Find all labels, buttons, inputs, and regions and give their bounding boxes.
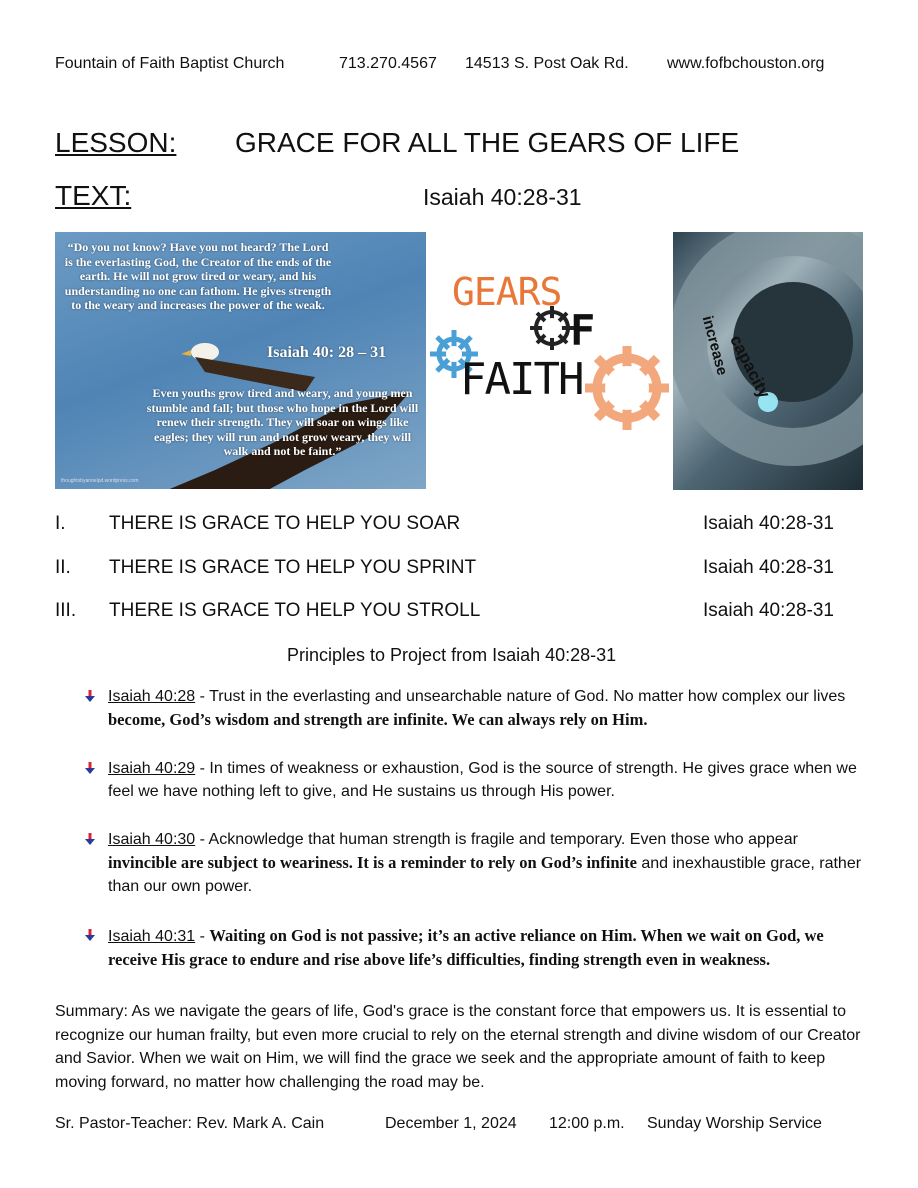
- outline-numeral: II.: [55, 557, 71, 578]
- principles-title: Principles to Project from Isaiah 40:28-31: [287, 645, 617, 665]
- principle-text: Trust in the everlasting and unsearchable nature of God. No matter how complex our lives: [209, 688, 846, 705]
- eagle-quote-bottom: Even youths grow tired and weary, and young men stumble and fall; but those who hope in the Lord will renew their strength. They will soar on wings like eagles; they will run and not grow weary, they will walk and not be faint.”: [146, 386, 419, 458]
- outline-heading: THERE IS GRACE TO HELP YOU SPRINT: [109, 557, 477, 578]
- summary-paragraph: Summary: As we navigate the gears of life, God's grace is the constant force that empowers us. It is essential to recognize our human frailty, but even more crucial to rely on the eternal strength and divine wisdom of our Creator and Savior. When we wait on Him, we will find the grace we seek and the appropriate amount of faith to keep moving forward, no matter how challenging the road may be.: [55, 1003, 861, 1091]
- church-address: 14513 S. Post Oak Rd.: [465, 55, 629, 72]
- arrow-down-bullet-icon: [83, 832, 97, 846]
- footer-time: 12:00 p.m.: [549, 1115, 625, 1132]
- gear-photo-icon: [673, 232, 863, 490]
- eagle-reference: Isaiah 40: 28 – 31: [267, 344, 387, 361]
- principle-ref: Isaiah 40:30: [108, 831, 196, 848]
- gears-of-faith-logo: [430, 262, 670, 442]
- logo-word-faith: FAITH: [460, 354, 583, 405]
- text-reference: Isaiah 40:28-31: [423, 184, 582, 210]
- eagle-scripture-image: [55, 232, 426, 489]
- principle-ref: Isaiah 40:31: [108, 928, 196, 945]
- logo-word-gears: GEARS: [452, 270, 562, 314]
- arrow-down-bullet-icon: [83, 689, 97, 703]
- capacity-gear-image: [673, 232, 863, 490]
- outline-ref: Isaiah 40:28-31: [703, 513, 834, 534]
- outline-heading: THERE IS GRACE TO HELP YOU STROLL: [109, 600, 481, 621]
- text-label: TEXT:: [55, 180, 132, 211]
- principle-text-bold: become, God’s wisdom and strength are infinite. We can always rely on Him.: [108, 710, 648, 729]
- church-name: Fountain of Faith Baptist Church: [55, 55, 285, 72]
- gear-word-increase: increase: [698, 314, 731, 378]
- principle-text: In times of weakness or exhaustion, God is the source of strength. He gives grace when we feel we have nothing left to give, and He sustains us through His power.: [108, 760, 857, 800]
- principle-text-end: and inexhaustible grace, rather than our own power.: [108, 855, 862, 895]
- principle-sep: -: [195, 688, 210, 705]
- principle-text-bold: invincible are subject to weariness. It is a reminder to rely on God’s infinite: [108, 853, 637, 872]
- arrow-down-bullet-icon: [83, 928, 97, 942]
- church-website[interactable]: www.fofbchouston.org: [667, 55, 825, 72]
- footer-date: December 1, 2024: [385, 1115, 517, 1132]
- outline-numeral: I.: [55, 513, 66, 534]
- principle-text: Acknowledge that human strength is fragile and temporary. Even those who appear: [208, 831, 798, 848]
- principle-text-bold: Waiting on God is not passive; it’s an active reliance on Him. When we wait on God, we receive His grace to endure and rise above life’s difficulties, finding strength even in weakness.: [108, 926, 824, 969]
- arrow-down-bullet-icon: [83, 761, 97, 775]
- lesson-title: GRACE FOR ALL THE GEARS OF LIFE: [235, 127, 740, 158]
- eagle-credit: thoughtsbyanoelpd.wordpress.com: [61, 478, 139, 484]
- eagle-quote-top: “Do you not know? Have you not heard? The Lord is the everlasting God, the Creator of the ends of the earth. He will not grow tired or weary, and his understanding no one can fathom. He gives strength to the weary and increases the power of the weak.: [64, 240, 332, 312]
- outline-heading: THERE IS GRACE TO HELP YOU SOAR: [109, 513, 461, 534]
- logo-word-of: F: [570, 306, 596, 355]
- footer-pastor: Sr. Pastor-Teacher: Rev. Mark A. Cain: [55, 1115, 325, 1132]
- gear-word-capacity: capacity: [726, 332, 774, 402]
- principle-sep: -: [195, 831, 209, 848]
- outline-numeral: III.: [55, 600, 77, 621]
- outline-ref: Isaiah 40:28-31: [703, 557, 834, 578]
- outline-ref: Isaiah 40:28-31: [703, 600, 834, 621]
- principle-ref: Isaiah 40:29: [108, 760, 196, 777]
- footer-service: Sunday Worship Service: [647, 1115, 822, 1132]
- principle-sep: -: [195, 928, 210, 945]
- lesson-label: LESSON:: [55, 127, 177, 158]
- church-phone: 713.270.4567: [339, 55, 437, 72]
- principle-ref: Isaiah 40:28: [108, 688, 196, 705]
- principle-sep: -: [195, 760, 210, 777]
